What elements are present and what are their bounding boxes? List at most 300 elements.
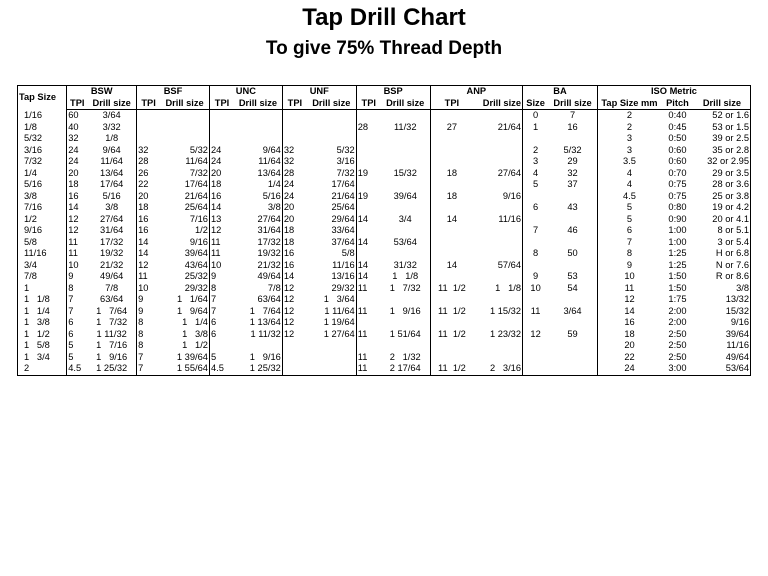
ba-drill-cell: 5/32 (563, 144, 582, 155)
iso-drill-cell: 15/32 (725, 305, 749, 316)
tap-size-cell: 1/16 (24, 109, 43, 120)
iso-tap-size-header: Tap Size mm (597, 98, 661, 110)
bsf-drill-cell: 43/64 (184, 259, 208, 270)
unf-drill-cell (307, 363, 356, 375)
ba-drill-cell: 29 (567, 156, 578, 166)
unc-drill-cell: 19/32 (257, 248, 281, 258)
bsf-tpi-cell: 26 (137, 168, 161, 180)
unf-tpi-cell: 16 (282, 248, 307, 260)
anp-drill-cell (473, 294, 522, 306)
bsf-drill-cell: 11/64 (185, 156, 208, 166)
unf-drill-cell: 5/32 (336, 144, 355, 155)
ba-size-cell: 7 (523, 225, 549, 237)
bsw-drill-cell: 19/32 (100, 248, 124, 258)
anp-tpi-cell (430, 145, 473, 157)
iso-drill-cell: 13/32 (725, 294, 749, 304)
iso-tap-size-cell: 4 (597, 179, 661, 191)
bsp-tpi-cell: 11 (356, 283, 381, 295)
ba-drill-cell: 50 (567, 248, 578, 258)
bsp-drill-cell: 3/4 (398, 213, 412, 224)
iso-drill-cell: 52 or 1.6 (712, 110, 749, 120)
iso-tap-size-cell: 12 (597, 294, 661, 306)
bsw-tpi-cell: 4.5 (67, 363, 88, 375)
bsf-tpi-cell: 9 (137, 306, 161, 318)
table-row (18, 294, 751, 306)
unf-tpi-cell (282, 110, 307, 122)
bsp-drill-cell (381, 248, 430, 260)
ba-drill-header: Drill size (548, 98, 597, 110)
sub-header-row (18, 98, 751, 110)
bsf-drill-cell: 39/64 (184, 248, 208, 258)
bsf-drill-cell: 7/16 (189, 213, 208, 224)
unc-drill-cell: 11/64 (258, 156, 281, 166)
unc-drill-cell (234, 340, 282, 352)
iso-drill-cell: 35 or 2.8 (712, 144, 749, 155)
unc-drill-cell: 1 7/64 (249, 305, 281, 316)
unc-tpi-cell (209, 122, 234, 134)
bsf-tpi-cell: 18 (137, 202, 161, 214)
iso-pitch-cell: 0:75 (668, 179, 687, 189)
unf-drill-cell: 29/32 (331, 282, 355, 293)
table-row (18, 271, 751, 283)
iso-pitch-cell: 0:50 (668, 133, 687, 143)
unf-drill-cell (307, 352, 356, 364)
iso-drill-cell: N or 7.6 (715, 259, 749, 270)
ba-size-cell (523, 191, 549, 203)
table-row (18, 237, 751, 249)
tap-size-cell: 1 3/4 (24, 351, 50, 362)
unf-tpi-cell: 12 (282, 329, 307, 341)
bsw-drill-cell: 21/32 (100, 259, 124, 270)
unc-tpi-cell: 24 (209, 145, 234, 157)
bsw-tpi-cell: 18 (67, 179, 88, 191)
bsw-tpi-cell: 40 (67, 122, 88, 134)
ba-size-cell: 0 (523, 110, 549, 122)
bsf-tpi-cell (137, 110, 161, 122)
anp-drill-cell (473, 352, 522, 364)
ba-size-cell: 8 (523, 248, 549, 260)
unf-tpi-cell (282, 122, 307, 134)
anp-drill-cell (473, 237, 522, 249)
bsw-header: BSW (67, 86, 137, 98)
iso-pitch-cell: 1:00 (668, 225, 687, 235)
anp-tpi-cell: 14 (430, 260, 473, 272)
ba-drill-cell: 16 (567, 121, 578, 132)
unf-tpi-cell: 12 (282, 317, 307, 329)
ba-size-cell: 4 (523, 168, 549, 180)
anp-tpi-cell (430, 202, 473, 214)
unc-drill-cell: 17/32 (257, 236, 281, 247)
iso-drill-cell: R or 8.6 (715, 271, 749, 281)
iso-tap-size-cell: 9 (597, 260, 661, 272)
ba-size-cell (523, 133, 549, 145)
bsp-tpi-cell: 11 (356, 363, 381, 375)
anp-tpi-cell (430, 225, 473, 237)
unc-drill-cell: 1 9/16 (249, 351, 281, 362)
bsf-drill-cell: 25/64 (184, 202, 208, 212)
tap-size-cell: 1 1/4 (24, 305, 50, 316)
bsp-tpi-cell: 14 (356, 237, 381, 249)
bsw-drill-cell: 3/64 (102, 110, 121, 120)
iso-drill-cell: 39/64 (725, 328, 749, 339)
ba-size-cell (523, 260, 549, 272)
ba-size-cell (523, 317, 549, 329)
anp-drill-cell: 57/64 (497, 259, 521, 270)
ba-drill-cell: 53 (567, 271, 578, 281)
iso-drill-cell: 11/16 (726, 340, 749, 350)
anp-drill-header: Drill size (473, 98, 522, 110)
bsp-drill-cell: 39/64 (393, 190, 417, 201)
unc-drill-cell: 1 25/32 (249, 363, 281, 373)
anp-drill-cell (473, 145, 522, 157)
bsp-tpi-cell (356, 133, 381, 145)
unf-drill-cell: 7/32 (336, 167, 355, 178)
anp-drill-cell: 21/64 (497, 121, 521, 132)
anp-drill-cell (473, 202, 522, 214)
bsw-drill-cell: 1 11/32 (96, 328, 127, 339)
bsf-tpi-cell: 8 (137, 340, 161, 352)
bsp-tpi-cell (356, 294, 381, 306)
unc-tpi-cell: 12 (209, 225, 234, 237)
bsw-drill-cell: 1 7/64 (96, 305, 128, 316)
unf-tpi-cell (282, 133, 307, 145)
ba-size-cell: 9 (523, 271, 549, 283)
iso-drill-cell: 29 or 3.5 (712, 167, 749, 178)
bsw-tpi-cell: 7 (67, 294, 88, 306)
table-row (18, 260, 751, 272)
unc-tpi-cell (209, 340, 234, 352)
bsw-drill-cell: 1 7/32 (96, 317, 128, 327)
unc-tpi-cell: 6 (209, 329, 234, 341)
iso-pitch-header: Pitch (661, 98, 694, 110)
ba-drill-cell: 46 (567, 225, 578, 235)
unc-tpi-cell: 11 (209, 237, 234, 249)
unc-drill-cell: 13/64 (257, 167, 281, 178)
unf-tpi-cell (282, 363, 307, 375)
bsp-tpi-cell: 11 (356, 329, 381, 341)
bsw-tpi-cell: 5 (67, 352, 88, 364)
bsp-tpi-cell (356, 340, 381, 352)
table-row (18, 306, 751, 318)
ba-size-cell (523, 340, 549, 352)
bsf-tpi-cell (137, 133, 161, 145)
unf-tpi-cell: 14 (282, 271, 307, 283)
table-row (18, 340, 751, 352)
table-row (18, 225, 751, 237)
iso-pitch-cell: 0:75 (668, 190, 687, 201)
iso-drill-cell: 32 or 2.95 (707, 156, 749, 166)
ba-size-cell: 6 (523, 202, 549, 214)
tap-size-cell: 5/8 (24, 236, 37, 247)
bsp-header: BSP (356, 86, 430, 98)
ba-size-cell: 5 (523, 179, 549, 191)
unc-drill-cell: 31/64 (257, 225, 281, 235)
anp-drill-cell: 1 23/32 (489, 328, 521, 339)
ba-drill-cell: 7 (569, 110, 576, 120)
iso-pitch-cell: 2:50 (668, 340, 687, 350)
iso-drill-cell: 9/16 (730, 317, 749, 327)
table-row (18, 145, 751, 157)
tap-size-cell: 1 5/8 (24, 340, 50, 350)
bsf-drill-cell: 1 9/64 (176, 305, 208, 316)
anp-tpi-cell (430, 248, 473, 260)
bsf-drill-cell: 1 1/64 (176, 294, 208, 304)
unf-drill-cell: 33/64 (331, 225, 355, 235)
bsf-drill-cell: 5/32 (189, 144, 208, 155)
bsf-tpi-cell: 22 (137, 179, 161, 191)
unf-tpi-cell (282, 340, 307, 352)
bsw-drill-cell: 7/8 (105, 282, 119, 293)
bsf-tpi-cell: 9 (137, 294, 161, 306)
unc-tpi-header: TPI (209, 98, 234, 110)
iso-tap-size-cell: 22 (597, 352, 661, 364)
page-title: Tap Drill Chart (302, 4, 466, 31)
tap-size-cell: 1 (24, 282, 30, 293)
ba-size-cell: 1 (523, 122, 549, 134)
ba-drill-cell: 32 (567, 167, 578, 178)
bsf-drill-cell: 29/32 (184, 282, 208, 293)
unf-drill-cell: 11/16 (332, 259, 355, 270)
iso-pitch-cell: 2:00 (668, 305, 687, 316)
table-row (18, 122, 751, 134)
bsf-tpi-cell: 14 (137, 248, 161, 260)
unc-drill-cell (234, 133, 282, 145)
anp-drill-cell (473, 110, 522, 122)
iso-drill-cell: 3/8 (736, 282, 749, 293)
unc-tpi-cell: 8 (209, 283, 234, 295)
unf-drill-cell: 37/64 (331, 236, 355, 247)
unc-tpi-cell: 18 (209, 179, 234, 191)
unc-drill-cell (234, 122, 282, 134)
bsf-drill-cell: 1 55/64 (176, 363, 208, 373)
iso-pitch-cell: 0:80 (668, 202, 687, 212)
bsf-tpi-cell: 8 (137, 329, 161, 341)
bsf-drill-cell (160, 110, 209, 122)
bsp-drill-cell: 11/32 (393, 121, 417, 132)
bsf-tpi-cell: 10 (137, 283, 161, 295)
unf-tpi-cell: 16 (282, 260, 307, 272)
iso-pitch-cell: 1:50 (668, 282, 687, 293)
bsf-tpi-cell: 7 (137, 352, 161, 364)
bsw-tpi-header: TPI (67, 98, 88, 110)
bsp-drill-cell (381, 340, 430, 352)
unf-drill-cell: 1 19/64 (323, 317, 355, 327)
unf-drill-cell: 1 27/64 (323, 328, 355, 339)
ba-drill-cell: 54 (567, 282, 578, 293)
table-body (18, 110, 751, 376)
anp-tpi-cell (430, 352, 473, 364)
iso-drill-cell: 39 or 2.5 (712, 133, 749, 143)
anp-drill-cell: 2 3/16 (489, 363, 521, 373)
bsw-tpi-cell: 20 (67, 168, 88, 180)
ba-drill-cell (548, 191, 597, 203)
bsf-drill-cell: 1/2 (195, 225, 208, 235)
tap-size-cell: 1 1/8 (24, 294, 50, 304)
bsp-tpi-cell (356, 248, 381, 260)
bsp-tpi-cell: 11 (356, 306, 381, 318)
unf-tpi-cell: 18 (282, 237, 307, 249)
unc-tpi-cell: 7 (209, 306, 234, 318)
anp-drill-cell (473, 133, 522, 145)
iso-pitch-cell: 2:50 (668, 351, 687, 362)
anp-tpi-cell (430, 179, 473, 191)
ba-drill-cell: 43 (567, 202, 578, 212)
iso-tap-size-cell: 24 (597, 363, 661, 375)
bsw-tpi-cell: 60 (67, 110, 88, 122)
bsf-drill-cell: 1 3/8 (182, 328, 208, 339)
anp-tpi-cell (430, 110, 473, 122)
bsp-tpi-cell (356, 145, 381, 157)
bsw-drill-cell: 27/64 (100, 213, 124, 224)
bsp-tpi-header: TPI (356, 98, 381, 110)
ba-size-cell (523, 363, 549, 375)
bsp-drill-cell: 2 17/64 (389, 363, 421, 373)
group-header-row (18, 86, 751, 98)
anp-drill-cell: 1 1/8 (495, 282, 521, 293)
bsp-drill-cell: 1 1/8 (392, 271, 419, 281)
anp-drill-cell: 11/16 (498, 213, 521, 224)
bsf-drill-cell (160, 122, 209, 134)
unf-tpi-cell: 18 (282, 225, 307, 237)
iso-tap-size-cell: 2 (597, 122, 661, 134)
bsf-tpi-cell: 16 (137, 214, 161, 226)
bsp-tpi-cell (356, 202, 381, 214)
bsw-tpi-cell: 7 (67, 306, 88, 318)
unc-drill-cell (234, 110, 282, 122)
bsw-tpi-cell: 16 (67, 191, 88, 203)
unc-tpi-cell: 6 (209, 317, 234, 329)
iso-drill-cell: 53/64 (725, 363, 749, 373)
iso-pitch-cell: 0:45 (668, 121, 687, 132)
table-row (18, 317, 751, 329)
tap-size-cell: 7/8 (24, 271, 37, 281)
ba-header: BA (523, 86, 598, 98)
iso-pitch-cell: 0:70 (668, 167, 687, 178)
iso-drill-cell: 3 or 5.4 (717, 236, 749, 247)
unc-tpi-cell (209, 110, 234, 122)
bsf-drill-cell: 7/32 (189, 167, 208, 178)
bsp-drill-cell: 15/32 (393, 167, 417, 178)
tap-size-cell: 3/4 (24, 259, 37, 270)
bsw-tpi-cell: 24 (67, 156, 88, 168)
bsw-drill-cell: 31/64 (100, 225, 124, 235)
iso-drill-cell: H or 6.8 (715, 248, 749, 258)
iso-tap-size-cell: 3 (597, 133, 661, 145)
unf-drill-cell: 17/64 (331, 179, 355, 189)
iso-tap-size-cell: 8 (597, 248, 661, 260)
tap-size-cell: 1 1/2 (24, 328, 50, 339)
unc-tpi-cell: 16 (209, 191, 234, 203)
anp-tpi-cell (430, 317, 473, 329)
ba-size-cell: 11 (523, 306, 549, 318)
iso-tap-size-cell: 14 (597, 306, 661, 318)
iso-pitch-cell: 1:25 (668, 259, 687, 270)
ba-drill-cell (548, 363, 597, 375)
bsf-drill-header: Drill size (160, 98, 209, 110)
anp-tpi-cell: 27 (430, 122, 473, 134)
unf-drill-cell (307, 110, 356, 122)
bsf-tpi-cell: 16 (137, 225, 161, 237)
iso-tap-size-cell: 4.5 (597, 191, 661, 203)
anp-tpi-header: TPI (430, 98, 473, 110)
anp-drill-cell (473, 271, 522, 283)
anp-drill-cell: 1 15/32 (489, 305, 521, 316)
bsf-tpi-cell: 14 (137, 237, 161, 249)
bsp-drill-cell: 1 51/64 (389, 328, 421, 339)
tap-size-cell: 7/32 (24, 156, 43, 166)
bsw-drill-cell: 11/64 (100, 156, 123, 166)
anp-tpi-cell: 18 (430, 168, 473, 180)
unc-tpi-cell: 5 (209, 352, 234, 364)
anp-drill-cell (473, 179, 522, 191)
bsp-tpi-cell: 11 (356, 352, 381, 364)
ba-drill-cell: 59 (567, 328, 578, 339)
bsf-drill-cell: 1 39/64 (176, 351, 208, 362)
anp-tpi-cell: 18 (430, 191, 473, 203)
unf-tpi-cell: 12 (282, 283, 307, 295)
bsw-drill-cell: 5/16 (102, 190, 121, 201)
ba-drill-cell (548, 133, 597, 145)
unf-tpi-cell: 12 (282, 294, 307, 306)
unc-tpi-cell: 14 (209, 202, 234, 214)
unc-drill-cell: 5/16 (262, 190, 281, 201)
bsp-tpi-cell (356, 156, 381, 168)
bsp-tpi-cell: 14 (356, 271, 381, 283)
bsw-tpi-cell: 12 (67, 225, 88, 237)
table-row (18, 329, 751, 341)
iso-tap-size-cell: 20 (597, 340, 661, 352)
anp-tpi-cell (430, 294, 473, 306)
unf-drill-cell: 3/16 (336, 156, 355, 166)
unc-tpi-cell: 13 (209, 214, 234, 226)
unf-drill-cell (307, 133, 356, 145)
ba-size-cell (523, 352, 549, 364)
bsf-tpi-cell: 12 (137, 260, 161, 272)
tap-size-cell: 1 3/8 (24, 317, 50, 327)
unf-drill-cell (307, 340, 356, 352)
table-row (18, 363, 751, 375)
bsp-drill-cell: 53/64 (393, 236, 417, 247)
ba-size-cell: 10 (523, 283, 549, 295)
bsp-tpi-cell (356, 225, 381, 237)
iso-tap-size-cell: 2 (597, 110, 661, 122)
ba-size-cell (523, 237, 549, 249)
ba-size-cell: 12 (523, 329, 549, 341)
bsp-tpi-cell: 14 (356, 214, 381, 226)
ba-drill-cell: 3/64 (563, 305, 582, 316)
anp-tpi-cell: 14 (430, 214, 473, 226)
bsw-tpi-cell: 10 (67, 260, 88, 272)
bsp-drill-cell: 31/32 (393, 259, 417, 270)
bsw-tpi-cell: 11 (67, 237, 88, 249)
anp-tpi-cell: 11 1/2 (430, 283, 473, 295)
iso-pitch-cell: 0:90 (668, 213, 687, 224)
unf-drill-cell (307, 122, 356, 134)
iso-tap-size-cell: 6 (597, 225, 661, 237)
iso-tap-size-cell: 3.5 (597, 156, 661, 168)
bsf-tpi-cell: 7 (137, 363, 161, 375)
unf-tpi-cell: 32 (282, 145, 307, 157)
iso-tap-size-cell: 4 (597, 168, 661, 180)
tap-size-header: Tap Size (18, 86, 67, 110)
bsp-drill-cell (381, 317, 430, 329)
ba-drill-cell: 37 (567, 179, 578, 189)
unc-tpi-cell: 7 (209, 294, 234, 306)
table-row (18, 191, 751, 203)
ba-drill-cell (548, 340, 597, 352)
unf-tpi-cell: 24 (282, 179, 307, 191)
bsw-drill-cell: 1 25/32 (96, 363, 128, 373)
